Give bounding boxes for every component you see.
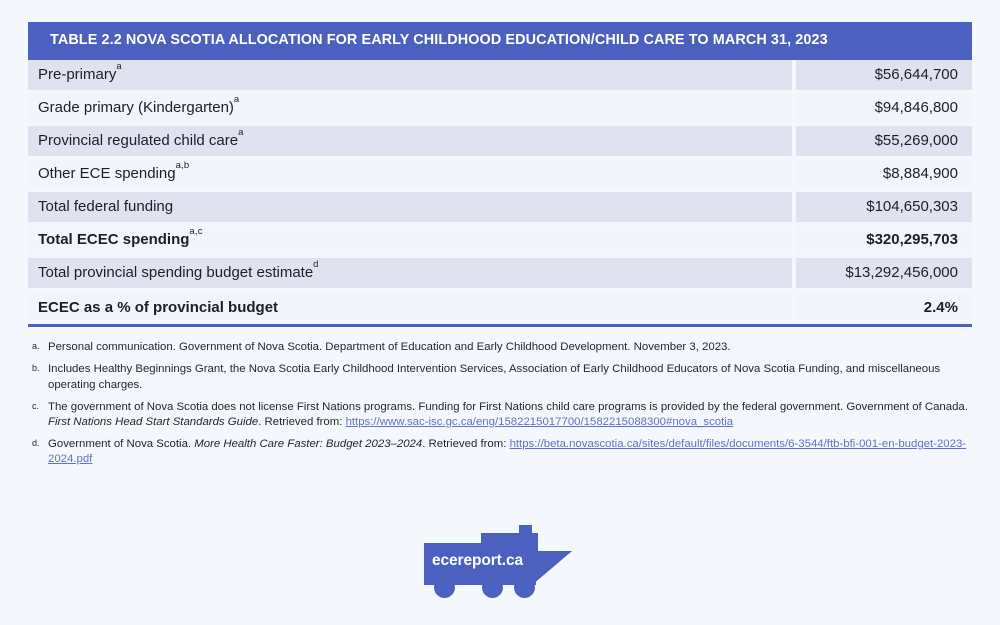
footnote-marker: a [233, 94, 240, 106]
table-row [28, 258, 972, 291]
table-row [28, 192, 972, 225]
row-value: $55,269,000 [796, 126, 972, 159]
footnote-marker: b. [32, 363, 40, 374]
table-row [28, 159, 972, 192]
footnote-marker: a,c [189, 226, 203, 238]
footnote [28, 340, 972, 355]
row-value: $56,644,700 [796, 60, 972, 93]
train-wheel-icon [514, 577, 535, 598]
table-row [28, 126, 972, 159]
footnote [28, 362, 972, 392]
train-logo [424, 525, 576, 597]
row-value: $13,292,456,000 [796, 258, 972, 291]
footnote-text: Government of Nova Scotia. More Health Care Faster: Budget 2023–2024. Retrieved from: https://beta.novascotia.ca/sites/default/files/documents/6-3544/ftb-bfi-001-en-budget-2023-2024.pdf [48, 438, 967, 466]
row-label: Total provincial spending budget estimate$^d$ [28, 258, 796, 291]
table-body [28, 60, 972, 324]
train-wheel-icon [434, 577, 455, 598]
footnote-marker: a,b [175, 160, 190, 172]
allocation-table-container [28, 60, 972, 327]
footnote-marker: a [238, 127, 244, 139]
row-label: Other ECE spending$^{a,b}$ [28, 159, 796, 192]
table-row [28, 291, 972, 324]
row-label: Grade primary (Kindergarten)$^a$ [28, 93, 796, 126]
footnote-link[interactable]: https://beta.novascotia.ca/sites/default/files/documents/6-3544/ftb-bfi-001-en-budget-2023-2024.pdf [48, 438, 967, 466]
row-label: Total ECEC spending$^{a,c}$ [28, 225, 796, 258]
row-value: $94,846,800 [796, 93, 972, 126]
table-title: TABLE 2.2 NOVA SCOTIA ALLOCATION FOR EARLY CHILDHOOD EDUCATION/CHILD CARE TO MARCH 31, 2023 [28, 22, 972, 60]
row-label: Total federal funding [28, 192, 796, 225]
footnote [28, 400, 972, 430]
train-wheel-icon [482, 577, 503, 598]
footnote-marker: a. [32, 341, 40, 352]
row-label: ECEC as a % of provincial budget [28, 291, 796, 324]
footnote-text: Includes Healthy Beginnings Grant, the Nova Scotia Early Childhood Intervention Services, Association of Early Childhood Educators of Nova Scotia Funding, and miscellaneous operating charges. [48, 363, 941, 391]
footnote-marker: d. [32, 438, 40, 449]
footnote [28, 437, 972, 467]
footnote-text: The government of Nova Scotia does not license First Nations programs. Funding for First Nations child care programs is provided by the federal government. Government of Canada. First Nations Head Start Standards Guide. Retrieved from: https://www.sac-isc.gc.ca/eng/1582215017700/1582215088300#nova_scotia [48, 400, 968, 428]
row-label: Pre-primary$^a$ [28, 60, 796, 93]
footnote-title: First Nations Head Start Standards Guide [48, 415, 259, 428]
table-row [28, 93, 972, 126]
brand-label: ecereport.ca [432, 552, 523, 569]
footnote-title: More Health Care Faster: Budget 2023–2024 [194, 438, 423, 451]
allocation-table [28, 60, 972, 324]
table-row [28, 60, 972, 93]
table-row [28, 225, 972, 258]
logo-area [0, 525, 1000, 597]
footnote-link[interactable]: https://www.sac-isc.gc.ca/eng/1582215017700/1582215088300#nova_scotia [345, 415, 734, 428]
footnote-marker: d [313, 259, 319, 271]
footnote-text: Personal communication. Government of Nova Scotia. Department of Education and Early Childhood Development. November 3, 2023. [48, 341, 731, 354]
footnotes-list [28, 340, 972, 467]
row-value: $104,650,303 [796, 192, 972, 225]
row-value: $8,884,900 [796, 159, 972, 192]
footnote-marker: c. [32, 400, 40, 411]
row-label: Provincial regulated child care$^a$ [28, 126, 796, 159]
row-value: $320,295,703 [796, 225, 972, 258]
footnote-marker: a [116, 61, 122, 73]
row-value: 2.4% [796, 291, 972, 324]
